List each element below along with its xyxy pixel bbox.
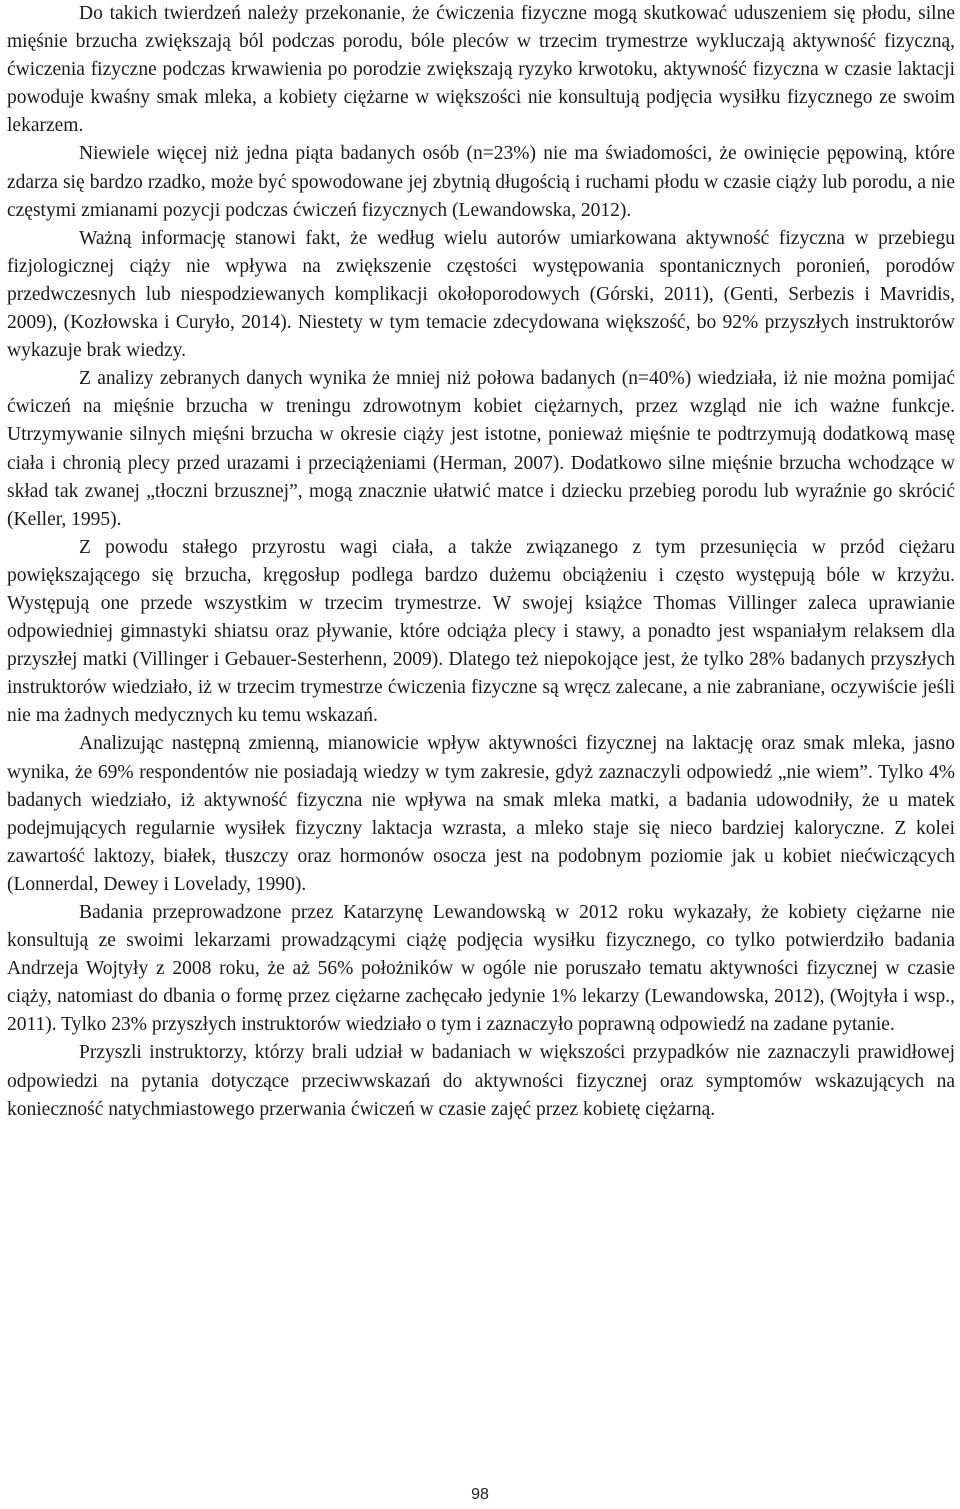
paragraph-2: Niewiele więcej niż jedna piąta badanych osób (n=23%) nie ma świadomości, że owinięcie pępowiną, które zdarza się bardzo rzadko, może być spowodowane jej zbytnią długością i ruchami płodu w czasie ciąży lub porodu, a nie częstymi zmianami pozycji podczas ćwiczeń fizycznych (Lewandowska, 2012). [7, 143, 955, 221]
paragraph-4: Z analizy zebranych danych wynika że mniej niż połowa badanych (n=40%) wiedziała, iż nie można pomijać ćwiczeń na mięśnie brzucha w treningu zdrowotnym kobiet ciężarnych, przez wzgląd nie ich ważne funkcje. Utrzymywanie silnych mięśni brzucha w okresie ciąży jest istotne, ponieważ mięśnie te podtrzymują dodatkową masę ciała i chronią plecy przed urazami i przeciążeniami (Herman, 2007). Dodatkowo silne mięśnie brzucha wchodzące w skład tak zwanej „tłoczni brzusznej”, mogą znacznie ułatwić matce i dziecku przebieg porodu lub wyraźnie go skrócić (Keller, 1995). [7, 368, 955, 530]
paragraph-3: Ważną informację stanowi fakt, że według wielu autorów umiarkowana aktywność fizyczna w przebiegu fizjologicznej ciąży nie wpływa na zwiększenie częstości występowania spontanicznych poronień, porodów przedwczesnych lub niespodziewanych komplikacji okołoporodowych (Górski, 2011), (Genti, Serbezis i Mavridis, 2009), (Kozłowska i Curyło, 2014). Niestety w tym temacie zdecydowana większość, bo 92% przyszłych instruktorów wykazuje brak wiedzy. [7, 227, 955, 362]
paragraph-1: Do takich twierdzeń należy przekonanie, że ćwiczenia fizyczne mogą skutkować uduszeniem się płodu, silne mięśnie brzucha zwiększają ból podczas porodu, bóle pleców w trzecim trymestrze wykluczają aktywność fizyczną, ćwiczenia fizyczne podczas krwawienia po porodzie zwiększają ryzyko krwotoku, aktywność fizyczna w czasie laktacji powoduje kwaśny smak mleka, a kobiety ciężarne w większości nie konsultują podjęcia wysiłku fizycznego ze swoim lekarzem. [7, 3, 955, 137]
paragraph-7: Badania przeprowadzone przez Katarzynę Lewandowską w 2012 roku wykazały, że kobiety ciężarne nie konsultują ze swoimi lekarzami prowadzącymi ciążę podjęcia wysiłku fizycznego, co tylko potwierdziło badania Andrzeja Wojtyły z 2008 roku, że aż 56% położników w ogóle nie poruszało tematu aktywności fizycznej w czasie ciąży, natomiast do dbania o formę przez ciężarne zachęcało jedynie 1% lekarzy (Lewandowska, 2012), (Wojtyła i wsp., 2011). Tylko 23% przyszłych instruktorów wiedziało o tym i zaznaczyło poprawną odpowiedź na zadane pytanie. [7, 902, 955, 1036]
paragraph-6: Analizując następną zmienną, mianowicie wpływ aktywności fizycznej na laktację oraz smak mleka, jasno wynika, że 69% respondentów nie posiadają wiedzy w tym zakresie, gdyż zaznaczyli odpowiedź „nie wiem”. Tylko 4% badanych wiedziało, iż aktywność fizyczna nie wpływa na smak mleka matki, a badania udowodniły, że u matek podejmujących regularnie wysiłek fizyczny laktacja wzrasta, a mleko staje się nieco bardziej kaloryczne. Z kolei zawartość laktozy, białek, tłuszczy oraz hormonów osocza jest na podobnym poziomie jak u kobiet niećwiczących (Lonnerdal, Dewey i Lovelady, 1990). [7, 733, 955, 895]
document-page [7, 0, 955, 1124]
paragraph-8: Przyszli instruktorzy, którzy brali udział w badaniach w większości przypadków nie zaznaczyli prawidłowej odpowiedzi na pytania dotyczące przeciwwskazań do aktywności fizycznej oraz symptomów wskazujących na konieczność natychmiastowego przerwania ćwiczeń w czasie zajęć przez kobietę ciężarną. [7, 1042, 955, 1120]
page-number: 98 [471, 1486, 489, 1503]
paragraph-5: Z powodu stałego przyrostu wagi ciała, a także związanego z tym przesunięcia w przód ciężaru powiększającego się brzucha, kręgosłup podlega bardzo dużemu obciążeniu i często występują bóle w krzyżu. Występują one przede wszystkim w trzecim trymestrze. W swojej książce Thomas Villinger zaleca uprawianie odpowiedniej gimnastyki shiatsu oraz pływanie, które odciąża plecy i stawy, a ponadto jest wspaniałym relaksem dla przyszłej matki (Villinger i Gebauer-Sesterhenn, 2009). Dlatego też niepokojące jest, że tylko 28% badanych przyszłych instruktorów wiedziało, iż w trzecim trymestrze ćwiczenia fizyczne są wręcz zalecane, a nie zabraniane, oczywiście jeśli nie ma żadnych medycznych ku temu wskazań. [7, 536, 955, 727]
